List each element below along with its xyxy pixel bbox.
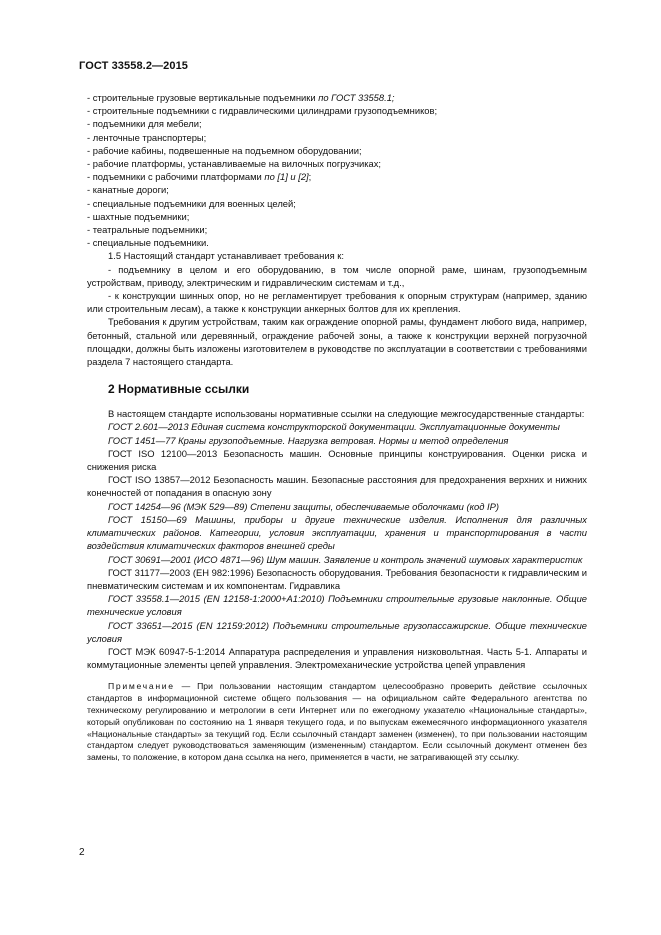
references-list [87, 420, 587, 671]
list-item [87, 157, 587, 170]
note-text: — При пользовании настоящим стандартом целесообразно проверить действие ссылочных стандартов в информационной системе общего пользования — на официальном сайте Федерального агентства по техническому регулированию и метрологии в сети Интернет или по ежегодному указателю «Национальные стандарты», который опубликован по состоянию на 1 января текущего года, и по выпускам ежемесячного информационного указателя «Национальные стандарты» за текущий год. Если ссылочный стандарт заменен (изменен), то при пользовании настоящим стандартом следует руководствоваться заменяющим (измененным) стандартом. Если ссылочный документ отменен без замены, то положение, в котором дана ссылка на него, применяется в части, не затрагивающей эту ссылку. [87, 681, 587, 763]
list-item-reference: по [1] и [2] [264, 171, 309, 183]
list-item [87, 104, 587, 117]
list-item-text: - строительные подъемники с гидравлическими цилиндрами грузоподъемников; [87, 105, 438, 117]
reference-item: ГОСТ 14254—96 (МЭК 529—89) Степени защиты, обеспечиваемые оболочками (код IP) [108, 500, 499, 512]
section-2-intro: В настоящем стандарте использованы нормативные ссылки на следующие межгосударственные стандарты: [108, 408, 585, 420]
clause-1-5-item-a: - подъемнику в целом и его оборудованию, в том числе опорной раме, шинам, грузоподъемным устройствам, приводу, электрическим и гидравлическим системам и т.д., [87, 263, 587, 288]
list-item-text: - специальные подъемники. [87, 237, 209, 249]
list-item-text: - театральные подъемники; [87, 224, 208, 236]
list-item-text: - ленточные транспортеры; [87, 131, 207, 143]
page-number: 2 [79, 847, 85, 858]
list-item [87, 197, 587, 210]
reference-item: ГОСТ 33558.1—2015 (EN 12158-1:2000+A1:2010) Подъемники строительные грузовые наклонные. Общие технические условия [87, 593, 587, 618]
reference-item: ГОСТ 1451—77 Краны грузоподъемные. Нагрузка ветровая. Нормы и метод определения [108, 434, 509, 446]
list-item [87, 210, 587, 223]
reference-item: ГОСТ ISO 13857—2012 Безопасность машин. Безопасные расстояния для предохранения верхних и нижних конечностей от попадания в опасную зону [87, 474, 587, 499]
list-item-suffix: ; [308, 171, 312, 183]
list-item-text: - рабочие кабины, подвешенные на подъемном оборудовании; [87, 144, 362, 156]
reference-item: ГОСТ МЭК 60947-5-1:2014 Аппаратура распределения и управления низковольтная. Часть 5-1. Аппараты и коммутационные элементы цепей управления. Электромеханические устройства цепей управления [87, 645, 587, 671]
reference-item: ГОСТ 15150—69 Машины, приборы и другие технические изделия. Исполнения для различных климатических районов. Категории, условия эксплуатации, хранения и транспортирования в части воздействия климатических факторов внешней среды [87, 513, 587, 552]
list-item-text: - строительные грузовые вертикальные подъемники [87, 92, 319, 103]
list-item-text: - подъемники для мебели; [87, 118, 202, 130]
reference-item: ГОСТ 33651—2015 (EN 12159:2012) Подъемники строительные грузопассажирские. Общие технические условия [87, 619, 587, 644]
clause-1-5-item-b: - к конструкции шинных опор, но не регламентирует требования к опорным структурам (например, зданию или строительным лесам), а также к конструкции анкерных болтов для их крепления. [87, 290, 587, 315]
clause-1-5-paragraph: Требования к другим устройствам, таким как ограждение опорной рамы, фундамент любого вида, например, бетонный, стальной или деревянный, ограждение рабочей зоны, а также к конструкции верхней погрузочной площадки, должны быть изложены изготовителем в руководстве по эксплуатации в соответствии с требованиями раздела 7 настоящего стандарта. [87, 316, 587, 368]
list-item-text: - специальные подъемники для военных целей; [87, 197, 296, 209]
list-item-text: - шахтные подъемники; [87, 210, 190, 222]
note [87, 681, 587, 764]
document-header: ГОСТ 33558.2—2015 [79, 60, 189, 72]
list-item [87, 91, 587, 104]
note-label: Примечание [108, 681, 175, 692]
list-item [87, 223, 587, 236]
page-body [87, 91, 587, 764]
list-item [87, 170, 587, 183]
list-item [87, 236, 587, 249]
clause-1-5: 1.5 Настоящий стандарт устанавливает требования к: [108, 250, 344, 262]
reference-item: ГОСТ 30691—2001 (ИСО 4871—96) Шум машин. Заявление и контроль значений шумовых характеристик [108, 553, 583, 565]
list-item-text: - подъемники с рабочими платформами [87, 171, 265, 183]
reference-item: ГОСТ ISO 12100—2013 Безопасность машин. Основные принципы конструирования. Оценки риска и снижения риска [87, 447, 587, 473]
list-item [87, 117, 587, 130]
list-item [87, 183, 587, 196]
list-item [87, 144, 587, 157]
list-item-reference: по ГОСТ 33558.1; [318, 92, 395, 103]
reference-item: ГОСТ 2.601—2013 Единая система конструкторской документации. Эксплуатационные документы [108, 421, 560, 433]
reference-item: ГОСТ 31177—2003 (ЕН 982:1996) Безопасность оборудования. Требования безопасности к гидравлическим и пневматическим системам и их компонентам. Гидравлика [87, 566, 587, 591]
list-item [87, 131, 587, 144]
section-2-title: 2 Нормативные ссылки [108, 382, 250, 397]
list-item-text: - канатные дороги; [87, 184, 169, 196]
scope-list [87, 91, 587, 249]
list-item-text: - рабочие платформы, устанавливаемые на вилочных погрузчиках; [87, 158, 382, 170]
